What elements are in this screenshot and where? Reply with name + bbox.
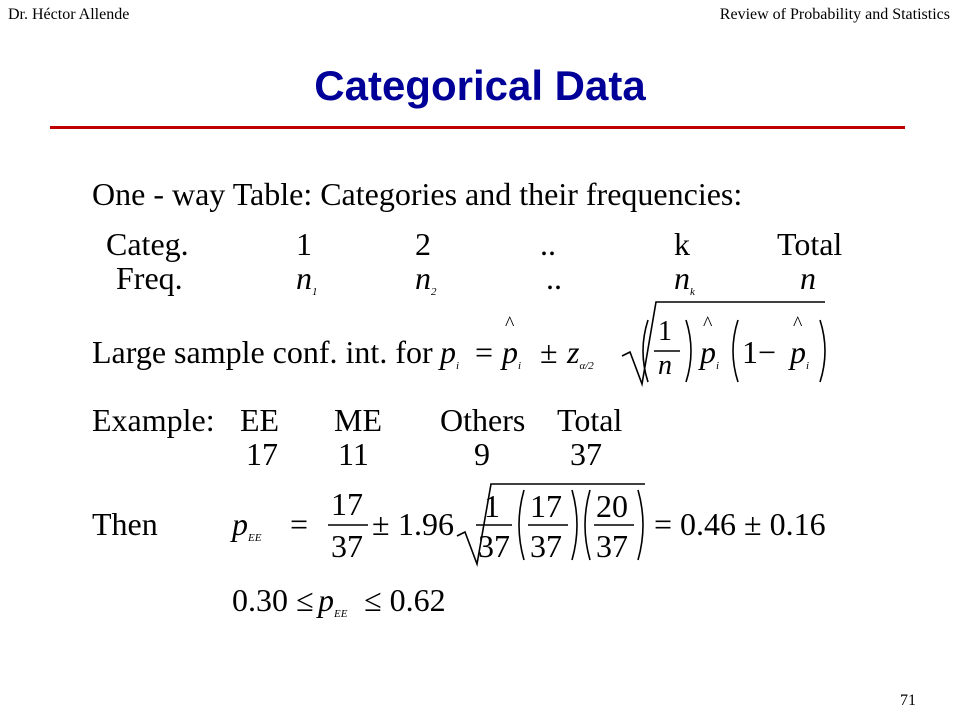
freq-n1: $n_1$ [296,260,318,298]
title-rule [50,126,905,129]
example-value-ee: 17 [246,436,278,472]
bounds-upper: ≤ 0.62 [364,582,446,618]
categ-2: 2 [415,226,431,262]
then-plus-minus: ± [372,506,390,542]
ci-lead: Large sample conf. int. for [92,334,433,370]
one-way-heading: One - way Table: Categories and their frequencies: [92,176,743,212]
ci-z: $z_{\alpha/2}$ [567,334,594,372]
example-header-me: ME [334,402,382,438]
bounds-lower: 0.30 ≤ [232,582,314,618]
ci-one-minus: 1− [742,334,777,370]
freq-nk: $n_k$ [674,260,695,298]
categ-k: k [674,226,690,262]
page-number: 71 [900,692,916,709]
example-header-total: Total [557,402,623,438]
ci-plus-minus: ± [540,334,558,370]
example-value-me: 11 [338,436,369,472]
freq-n2: $n_2$ [415,260,437,298]
then-fc-num: 20 [596,488,628,524]
then-result: = 0.46 ± 0.16 [654,506,826,542]
ci-p-hat: ^ $p_i$ [502,336,521,372]
categ-dots: .. [540,226,556,262]
then-label: Then [92,506,158,542]
freq-n-total: n [800,260,816,296]
categ-label: Categ. [106,226,189,262]
ci-equals: = [475,334,494,370]
example-header-others: Others [440,402,526,438]
categ-total: Total [777,226,843,262]
example-label: Example: [92,402,215,438]
then-z-value: 1.96 [398,506,454,542]
ci-p-hat-3: ^ $p_i$ [790,336,809,372]
then-frac1-den: 37 [331,528,363,564]
freq-dots: .. [546,260,562,296]
example-value-total: 37 [570,436,602,472]
then-fa-num: 1 [484,488,500,524]
then-fb-num: 17 [530,488,562,524]
freq-label: Freq. [116,260,183,296]
then-p-ee: $p_{EE}$ [232,506,262,544]
slide-title: Categorical Data [314,62,646,109]
then-fb-den: 37 [530,528,562,564]
course-header: Review of Probability and Statistics [719,6,950,23]
categ-1: 1 [296,226,312,262]
then-equals: = [290,506,309,542]
ci-frac-num: 1 [658,316,672,347]
then-frac1-num: 17 [331,486,363,522]
then-fc-den: 37 [596,528,628,564]
bounds-p-ee: $p_{EE}$ [318,582,348,620]
author-header: Dr. Héctor Allende [8,6,130,23]
ci-frac-den: n [658,350,672,381]
ci-p-hat-2: ^ $p_i$ [700,336,719,372]
ci-p-i: $p_i$ [440,334,460,372]
example-header-ee: EE [240,402,280,438]
then-fa-den: 37 [478,528,510,564]
example-value-others: 9 [474,436,490,472]
